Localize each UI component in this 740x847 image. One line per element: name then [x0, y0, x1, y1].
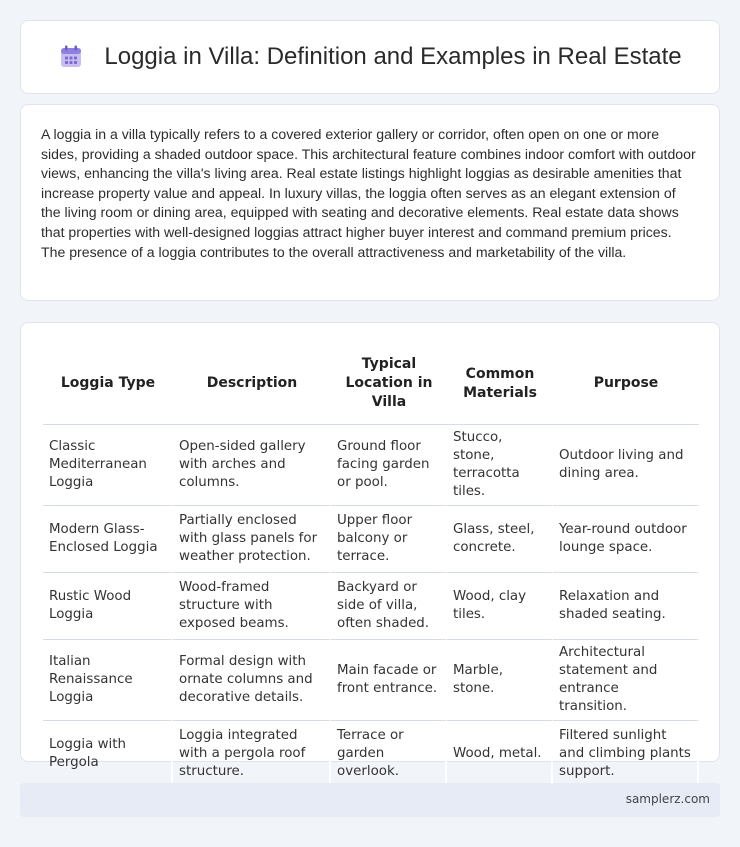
table-cell: Terrace or garden overlook.: [331, 721, 447, 788]
table-cell: Partially enclosed with glass panels for weather protection.: [173, 506, 331, 573]
footer-site-link[interactable]: samplerz.com: [625, 792, 710, 806]
table-cell: Filtered sunlight and climbing plants support.: [553, 721, 699, 788]
table-cell: Upper floor balcony or terrace.: [331, 506, 447, 573]
table-card: [20, 322, 720, 779]
table-cell: Outdoor living and dining area.: [553, 425, 699, 506]
table-cell: Loggia with Pergola: [43, 721, 173, 788]
table-cell: Main facade or front entrance.: [331, 640, 447, 721]
table-cell: Ground floor facing garden or pool.: [331, 425, 447, 506]
table-row: [43, 721, 699, 788]
table-cell: Loggia integrated with a pergola roof structure.: [173, 721, 331, 788]
table-header-row: [43, 343, 699, 425]
table-row: [43, 640, 699, 721]
footer: [20, 783, 720, 817]
intro-paragraph: A loggia in a villa typically refers to a covered exterior gallery or corridor, often open on one or more sides, providing a shaded outdoor space. This architectural feature combines indoor comfort with outdoor views, enhancing the villa's living area. Real estate listings highlight loggias as desirable amenities that increase property value and appeal. In luxury villas, the loggia often serves as an elegant extension of the living room or dining area, equipped with seating and decorative elements. Real estate data shows that properties with well-designed loggias attract higher buyer interest and command premium prices. The presence of a loggia contributes to the overall attractiveness and marketability of the villa.: [41, 126, 696, 260]
table-cell: Open-sided gallery with arches and columns.: [173, 425, 331, 506]
table-cell: Modern Glass-Enclosed Loggia: [43, 506, 173, 573]
table-cell: Glass, steel, concrete.: [447, 506, 553, 573]
column-header: Description: [173, 343, 331, 425]
table-row: [43, 425, 699, 506]
table-cell: Rustic Wood Loggia: [43, 573, 173, 640]
page-title: Loggia in Villa: Definition and Examples in Real Estate: [104, 43, 682, 70]
table-cell: Wood, clay tiles.: [447, 573, 553, 640]
table-row: [43, 573, 699, 640]
table-cell: Classic Mediterranean Loggia: [43, 425, 173, 506]
table-cell: Year-round outdoor lounge space.: [553, 506, 699, 573]
intro-card: [20, 104, 720, 301]
table-cell: Italian Renaissance Loggia: [43, 640, 173, 721]
column-header: Purpose: [553, 343, 699, 425]
table-cell: Wood, metal.: [447, 721, 553, 788]
table-cell: Relaxation and shaded seating.: [553, 573, 699, 640]
loggia-table: [43, 343, 699, 788]
table-cell: Architectural statement and entrance transition.: [553, 640, 699, 721]
table-cell: Backyard or side of villa, often shaded.: [331, 573, 447, 640]
column-header: Typical Location in Villa: [331, 343, 447, 425]
table-row: [43, 506, 699, 573]
table-cell: Formal design with ornate columns and decorative details.: [173, 640, 331, 721]
title-card: [20, 20, 720, 94]
table-cell: Marble, stone.: [447, 640, 553, 721]
column-header: Loggia Type: [43, 343, 173, 425]
calendar-icon: [58, 44, 84, 70]
column-header: Common Materials: [447, 343, 553, 425]
table-cell: Wood-framed structure with exposed beams.: [173, 573, 331, 640]
table-cell: Stucco, stone, terracotta tiles.: [447, 425, 553, 506]
